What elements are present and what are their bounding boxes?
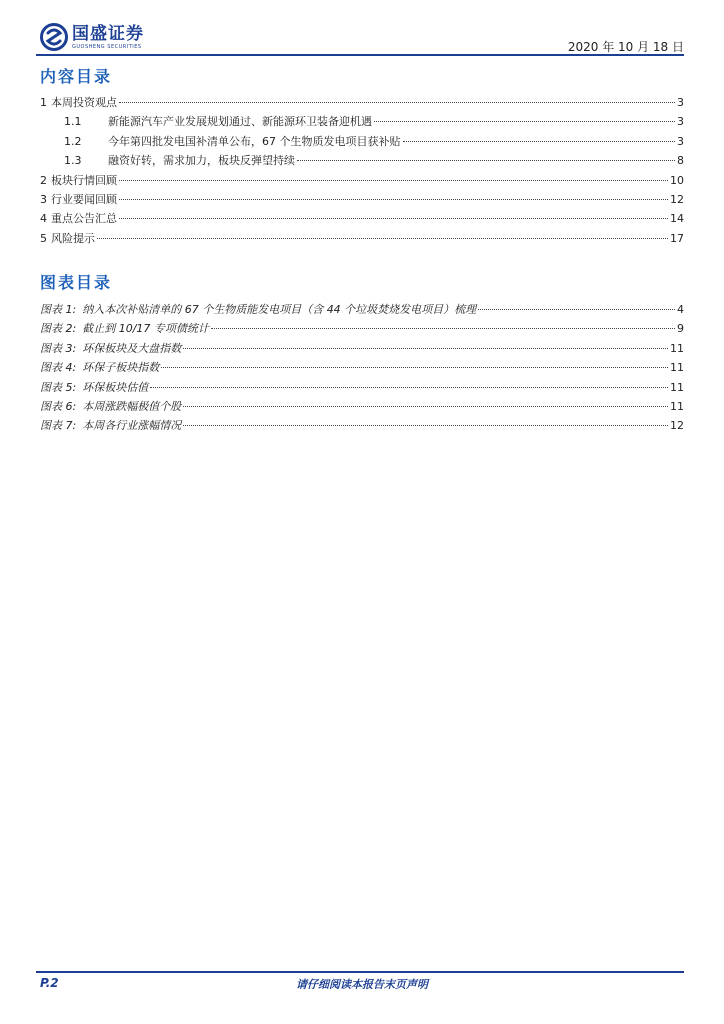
entry-page: 11 (670, 361, 684, 375)
entry-number: 图表 1: (40, 303, 77, 316)
figures-list (40, 301, 684, 437)
entry-label: 纳入本次补贴清单的 67 个生物质能发电项目（含 44 个垃圾焚烧发电项目）梳理 (82, 303, 477, 316)
contents-list (40, 94, 684, 249)
entry-page: 11 (670, 399, 684, 413)
dot-leader (183, 425, 668, 426)
page-header (40, 18, 684, 58)
dot-leader (119, 180, 668, 181)
entry-label: 环保板块及大盘指数 (82, 341, 182, 355)
entry-label: 本周投资观点 (51, 96, 117, 109)
entry-page: 8 (677, 154, 684, 168)
entry-number: 2 (40, 173, 47, 187)
entry-page: 14 (670, 212, 684, 226)
entry-page: 10 (670, 173, 684, 187)
disclaimer-note: 请仔细阅读本报告末页声明 (296, 978, 428, 991)
figure-entry[interactable] (40, 320, 684, 339)
figures-title: 图表目录 (40, 273, 113, 292)
toc-entry[interactable] (40, 152, 684, 171)
figure-entry[interactable] (40, 398, 684, 417)
toc-entry[interactable] (40, 191, 684, 210)
toc-entry[interactable] (40, 172, 684, 191)
entry-page: 12 (670, 192, 684, 206)
entry-number: 1.1 (64, 115, 82, 129)
entry-label: 环保板块估值 (82, 380, 149, 394)
entry-page: 3 (677, 134, 684, 148)
entry-number: 图表 5: (40, 380, 77, 394)
dot-leader (119, 102, 675, 103)
entry-label: 风险提示 (51, 231, 95, 245)
entry-page: 11 (670, 341, 684, 355)
entry-label: 新能源汽车产业发展规划通过、新能源环卫装备迎机遇 (108, 115, 372, 129)
dot-leader (161, 367, 668, 368)
dot-leader (119, 199, 668, 200)
entry-label: 融资好转，需求加力，板块反弹望持续 (108, 154, 295, 168)
dot-leader (119, 218, 668, 219)
toc-entry[interactable] (40, 94, 684, 113)
entry-number: 1.2 (64, 134, 82, 148)
dot-leader (97, 238, 668, 239)
footer-divider (36, 971, 684, 973)
logo-mark-icon (40, 23, 68, 51)
entry-number: 图表 7: (40, 419, 77, 433)
toc-entry[interactable] (40, 113, 684, 132)
figure-entry[interactable] (40, 417, 684, 436)
entry-label: 重点公告汇总 (51, 212, 117, 226)
company-logo (40, 20, 144, 54)
entry-page: 17 (670, 231, 684, 245)
entry-number: 1.3 (64, 154, 82, 168)
entry-number: 图表 3: (40, 341, 77, 355)
report-date: 2020 年 10 月 18 日 (567, 40, 684, 54)
entry-label: 环保子板块指数 (82, 361, 160, 375)
logo-name-en: GUOSHENG SECURITIES (72, 43, 142, 50)
page-number: P.2 (40, 976, 59, 990)
entry-page: 4 (677, 303, 684, 316)
entry-label: 行业要闻回顾 (51, 192, 117, 206)
entry-number: 5 (40, 231, 47, 245)
entry-number: 图表 6: (40, 399, 77, 413)
entry-page: 9 (677, 322, 684, 336)
contents-title: 内容目录 (40, 67, 113, 86)
logo-name-cn: 国盛证券 (72, 23, 144, 44)
entry-label: 本周各行业涨幅情况 (82, 419, 182, 433)
dot-leader (478, 309, 675, 310)
toc-entry[interactable] (40, 210, 684, 229)
dot-leader (150, 387, 668, 388)
entry-page: 3 (677, 96, 684, 109)
entry-label: 板块行情回顾 (51, 173, 117, 187)
dot-leader (374, 121, 675, 122)
dot-leader (211, 328, 675, 329)
entry-number: 图表 2: (40, 322, 77, 336)
dot-leader (183, 406, 668, 407)
toc-entry[interactable] (40, 230, 684, 249)
entry-number: 4 (40, 212, 47, 226)
entry-page: 3 (677, 115, 684, 129)
dot-leader (403, 141, 676, 142)
entry-label: 本周涨跌幅极值个股 (82, 399, 182, 413)
entry-page: 11 (670, 380, 684, 394)
entry-label: 今年第四批发电国补清单公布，67 个生物质发电项目获补贴 (108, 134, 401, 148)
header-divider (36, 54, 684, 56)
figure-entry[interactable] (40, 340, 684, 359)
figure-entry[interactable] (40, 301, 684, 320)
entry-number: 3 (40, 192, 47, 206)
entry-number: 1 (40, 96, 47, 109)
figure-entry[interactable] (40, 359, 684, 378)
toc-entry[interactable] (40, 133, 684, 152)
entry-page: 12 (670, 419, 684, 433)
entry-label: 截止到 10/17 专项债统计 (82, 322, 209, 336)
dot-leader (183, 348, 668, 349)
figure-entry[interactable] (40, 379, 684, 398)
dot-leader (297, 160, 675, 161)
entry-number: 图表 4: (40, 361, 77, 375)
